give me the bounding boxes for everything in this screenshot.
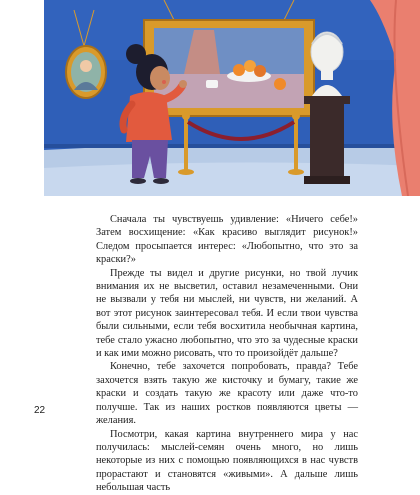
- girl-in-museum-illustration: [44, 0, 420, 196]
- museum-illustration: [44, 0, 420, 196]
- paragraph: Прежде ты видел и другие рисунки, но твой лучик внимания их не высветил, оставил незамеченными. Они не вызвали у тебя ни мыслей, ни чувств, ни желаний. А вот этот рисунок заинтересовал тебя. И если твои чувства были сильными, если тебя восхитила необычная картина, тебе стало ужасно любопытно, что это за чудесные краски и как ими можно рисовать, что то произойдёт дальше?: [96, 267, 358, 360]
- paragraph: Сначала ты чувствуешь удивление: «Ничего себе!» Затем восхищение: «Как красиво выглядит рисунок!» Следом просыпается интерес: «Любопытно, что это за краски?»: [96, 214, 358, 266]
- bust-on-pedestal: [304, 32, 350, 184]
- body-text: [96, 213, 358, 495]
- paragraph: Конечно, тебе захочется попробовать, правда? Тебе захочется взять такую же кисточку и бумагу, такие же краски и создать такую же красоту или даже что-то получше. Так из наших ростков появляются цветы — желания.: [96, 361, 358, 427]
- paragraph: Посмотри, какая картина внутреннего мира у нас получилась: мыслей-семян очень много, но лишь некоторые из них с помощью появляющихся в нас чувств прорастают и становятся «живыми». А дальше лишь небольшая часть: [96, 428, 358, 494]
- page-number: 22: [34, 405, 46, 416]
